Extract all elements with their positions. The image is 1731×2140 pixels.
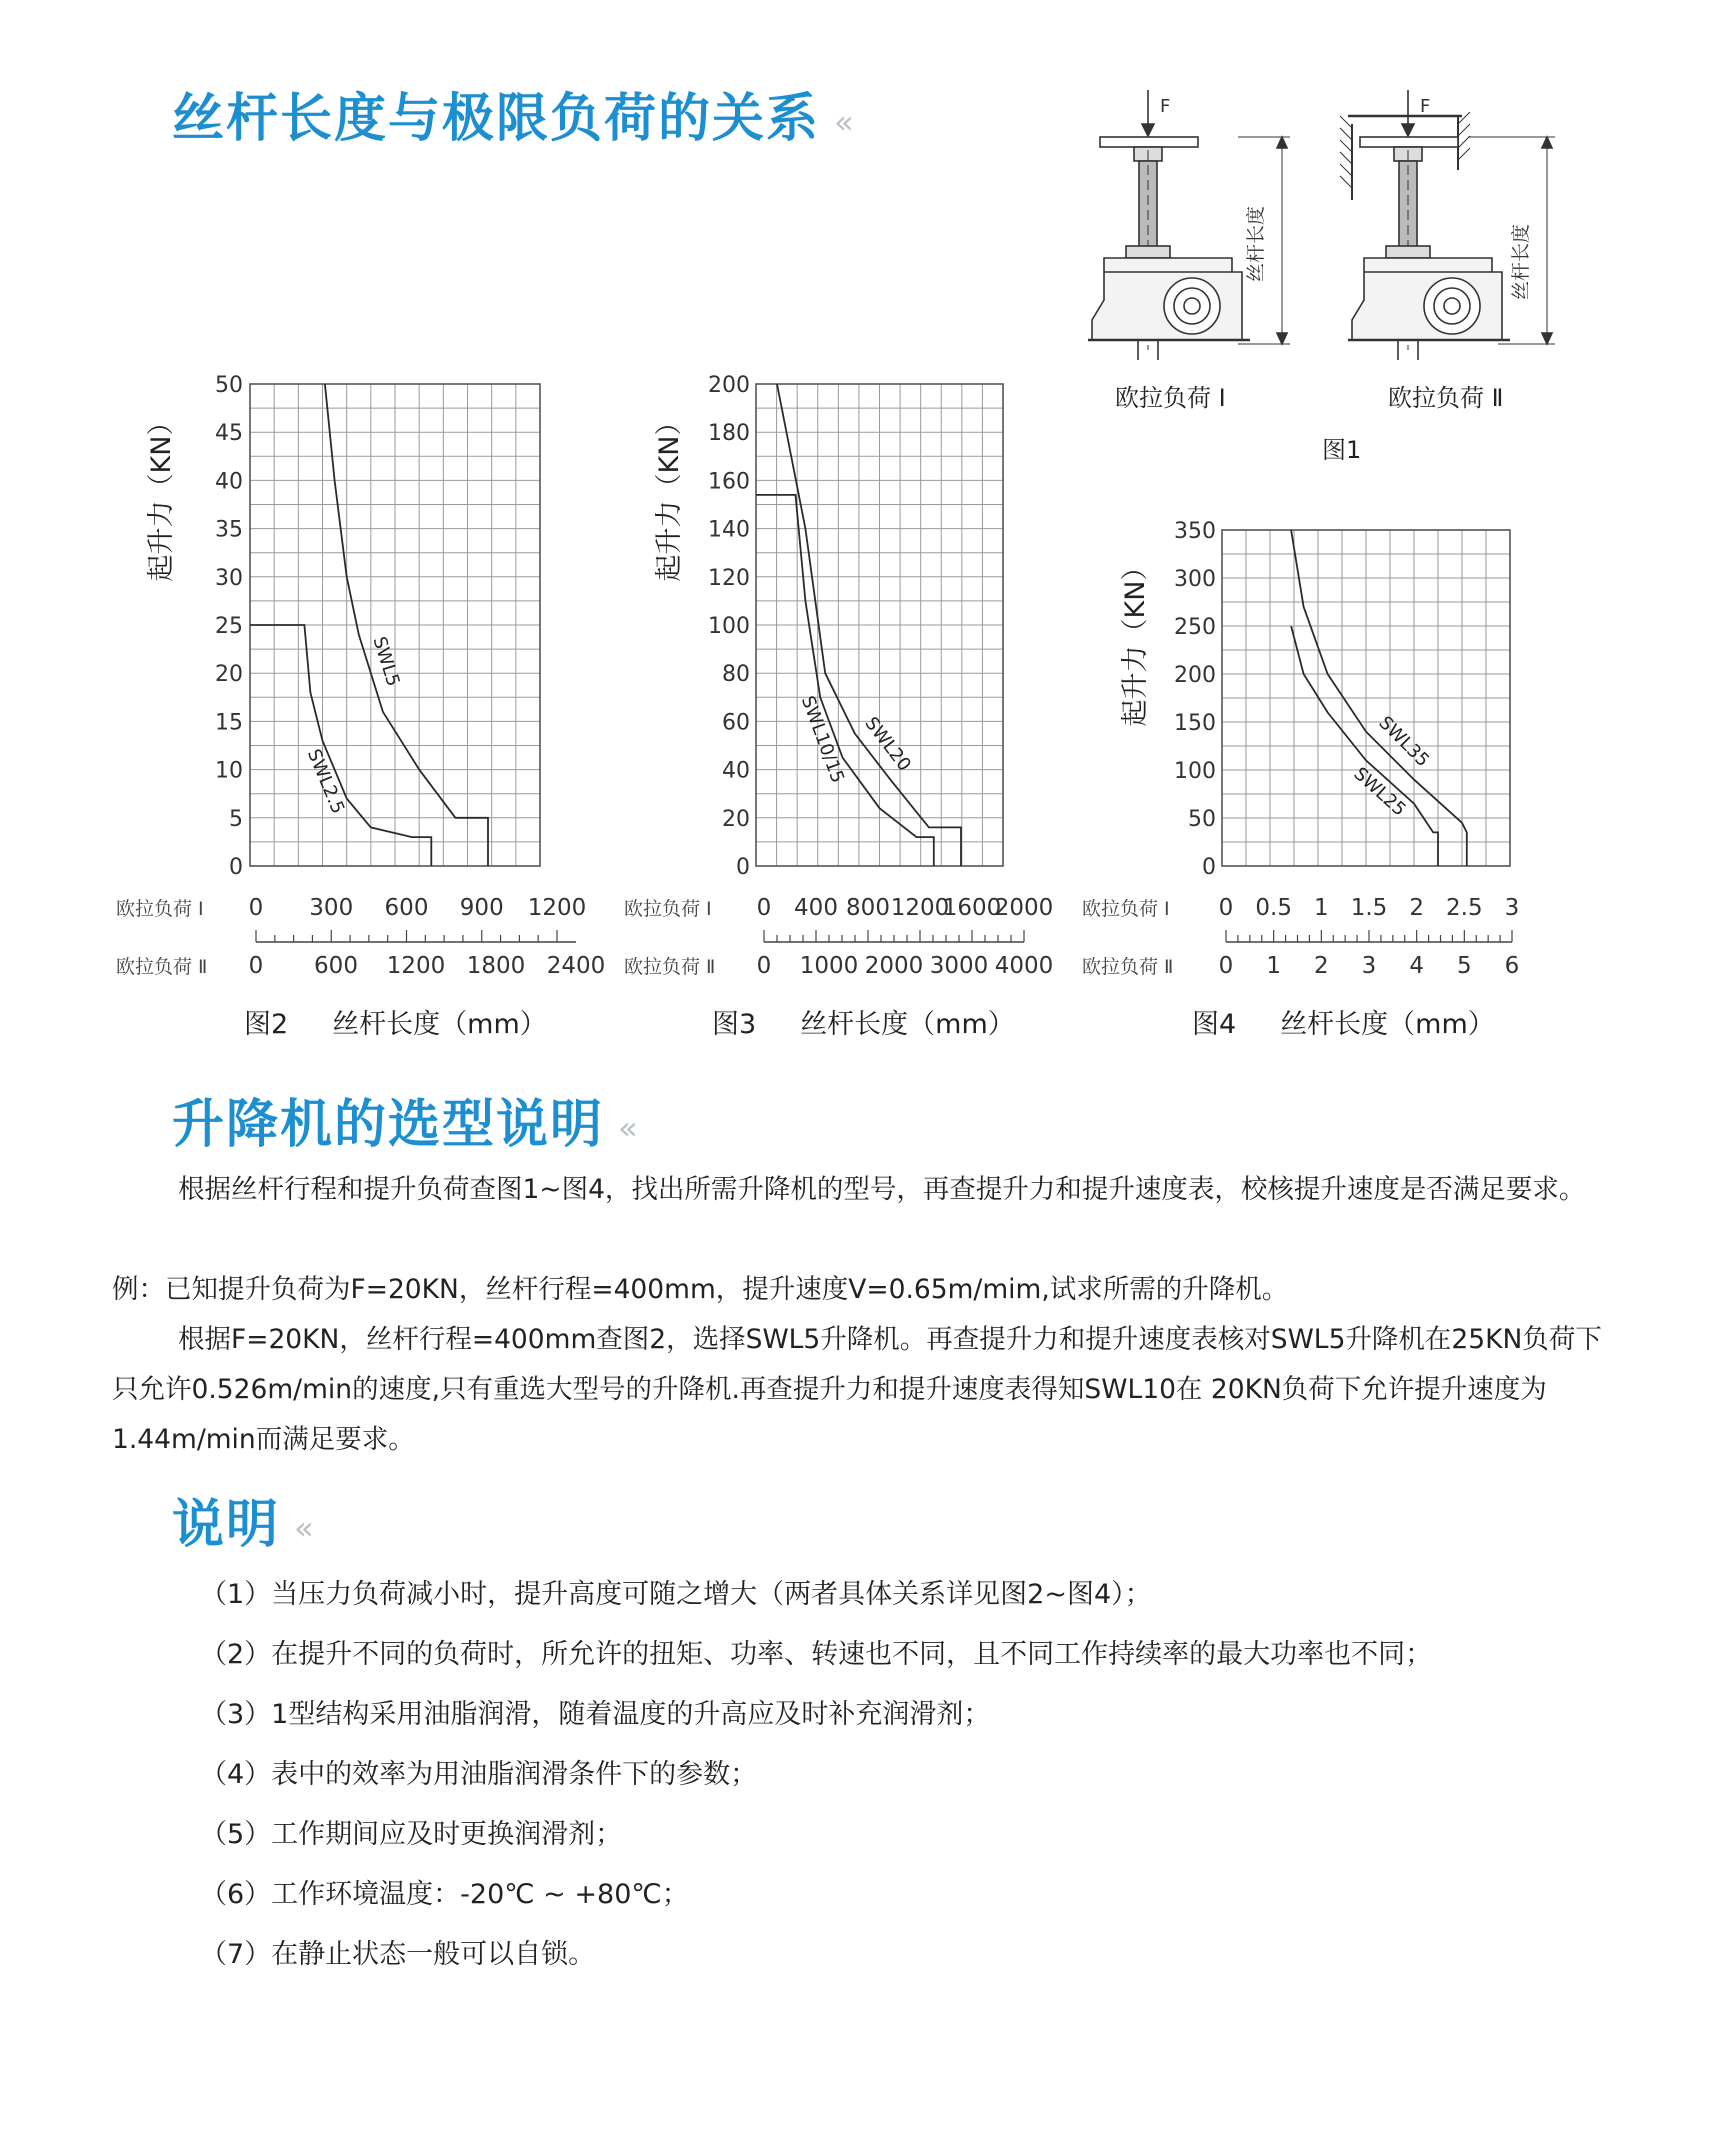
x-tick-label: 1200: [890, 895, 950, 921]
x-tick-label: 4: [1409, 953, 1424, 979]
y-tick-label: 250: [1174, 615, 1216, 640]
y-tick-label: 80: [722, 662, 750, 688]
y-tick-label: 40: [722, 758, 750, 784]
caption-fig1: 图1: [1322, 436, 1362, 464]
fig3-number: 图3: [712, 1009, 757, 1040]
series-label: SWL5: [368, 634, 404, 689]
y-tick-label: 100: [1174, 759, 1216, 784]
x-tick-label: 5: [1457, 953, 1472, 979]
fig4-xlabel: 丝杆长度（mm）: [1280, 1009, 1495, 1040]
note-item: （1）当压力负荷减小时，提升高度可随之增大（两者具体关系详见图2~图4）；: [200, 1579, 1152, 1610]
x-tick-label: 1200: [386, 953, 446, 979]
series-label: SWL35: [1374, 712, 1434, 772]
y-tick-label: 30: [215, 565, 243, 591]
series-label: SWL25: [1349, 763, 1410, 821]
x-tick-label: 800: [846, 895, 890, 921]
x-row-label-euler-1: 欧拉负荷 Ⅰ: [624, 898, 712, 920]
y-tick-label: 40: [215, 469, 243, 495]
caption-fig4: [1192, 1002, 1495, 1041]
x-tick-label: 0: [756, 895, 772, 921]
x-tick-label: 4000: [994, 953, 1054, 979]
x-tick-label: 400: [794, 895, 838, 921]
note-item: （3）1型结构采用油脂润滑，随着温度的升高应及时补充润滑剂；: [200, 1699, 991, 1730]
section-title-selection: [172, 1082, 640, 1157]
note-item: （7）在静止状态一般可以自锁。: [200, 1939, 596, 1970]
note-item: （5）工作期间应及时更换润滑剂；: [200, 1819, 623, 1850]
x-row-label-euler-2: 欧拉负荷 Ⅱ: [1082, 956, 1174, 978]
x-tick-label: 0: [1218, 953, 1234, 979]
y-tick-label: 15: [215, 710, 243, 736]
y-tick-label: 100: [708, 614, 750, 639]
y-tick-label: 35: [215, 517, 243, 543]
x-tick-label: 300: [309, 895, 354, 921]
y-axis-label: 起升力（KN）: [1120, 553, 1151, 727]
y-tick-label: 5: [229, 806, 243, 832]
x-tick-label: 2000: [864, 953, 924, 979]
x-tick-label: 2: [1409, 895, 1424, 921]
x-tick-label: 0: [248, 895, 264, 921]
series-label: SWL10/15: [796, 693, 849, 786]
x-row-label-euler-2: 欧拉负荷 Ⅱ: [116, 956, 208, 978]
x-tick-label: 6: [1504, 953, 1520, 979]
y-tick-label: 60: [722, 710, 750, 736]
x-tick-label: 0: [756, 953, 772, 979]
x-tick-label: 2.5: [1446, 895, 1483, 921]
force-label-right: F: [1420, 96, 1431, 117]
y-tick-label: 150: [1174, 711, 1216, 736]
x-tick-label: 2400: [546, 953, 606, 979]
fig2-number: 图2: [244, 1009, 289, 1040]
fig4-number: 图4: [1192, 1009, 1237, 1040]
y-tick-label: 50: [1188, 807, 1216, 832]
y-tick-label: 0: [1202, 855, 1216, 880]
y-tick-label: 45: [215, 421, 243, 447]
x-tick-label: 600: [384, 895, 429, 921]
length-label-right: 丝杆长度: [1510, 223, 1532, 300]
force-label-left: F: [1160, 96, 1171, 117]
caption-euler-1: 欧拉负荷 Ⅰ: [1115, 384, 1226, 412]
fig2-xlabel: 丝杆长度（mm）: [332, 1009, 547, 1040]
notes-list: [200, 1565, 1432, 1985]
y-tick-label: 350: [1174, 519, 1216, 544]
x-tick-label: 1: [1266, 953, 1281, 979]
x-tick-label: 0.5: [1255, 895, 1292, 921]
chevron-icon: «: [834, 103, 856, 141]
x-row-label-euler-2: 欧拉负荷 Ⅱ: [624, 956, 716, 978]
y-tick-label: 10: [215, 758, 243, 784]
y-axis-label: 起升力（KN）: [654, 408, 685, 582]
x-row-label-euler-1: 欧拉负荷 Ⅰ: [116, 898, 204, 920]
x-tick-label: 3: [1504, 895, 1520, 921]
x-tick-label: 2000: [994, 895, 1054, 921]
x-tick-label: 1000: [799, 953, 859, 979]
chevron-icon: «: [618, 1109, 640, 1147]
y-tick-label: 180: [708, 421, 750, 447]
caption-euler-2: 欧拉负荷 Ⅱ: [1388, 384, 1504, 412]
x-tick-label: 3: [1361, 953, 1377, 979]
y-tick-label: 20: [722, 806, 750, 832]
y-tick-label: 140: [708, 517, 750, 543]
note-item: （4）表中的效率为用油脂润滑条件下的参数；: [200, 1759, 758, 1790]
note-item: （2）在提升不同的负荷时，所允许的扭矩、功率、转速也不同，且不同工作持续率的最大功率也不同；: [200, 1639, 1433, 1670]
y-tick-label: 300: [1174, 567, 1216, 592]
x-tick-label: 1200: [527, 895, 587, 921]
y-tick-label: 0: [229, 855, 243, 880]
x-tick-label: 0: [1218, 895, 1234, 921]
y-tick-label: 20: [215, 662, 243, 688]
selection-paragraph-1: 根据丝杆行程和提升负荷查图1~图4，找出所需升降机的型号，再查提升力和提升速度表，校核提升速度是否满足要求。: [178, 1174, 1586, 1205]
selection-paragraph-2: 根据F=20KN，丝杆行程=400mm查图2，选择SWL5升降机。再查提升力和提升速度表核对SWL5升降机在25KN负荷下只允许0.526m/min的速度,只有重选大型号的升降机.再查提升力和提升速度表得知SWL10在 20KN负荷下允许提升速度为1.44m/min而满足要求。: [112, 1324, 1602, 1455]
x-tick-label: 0: [248, 953, 264, 979]
chevron-icon: «: [294, 1509, 316, 1547]
x-tick-label: 1: [1314, 895, 1329, 921]
section-title-text: 丝杆长度与极限负荷的关系: [172, 89, 821, 149]
x-tick-label: 1.5: [1350, 895, 1388, 921]
y-tick-label: 25: [215, 614, 243, 639]
y-tick-label: 0: [736, 855, 750, 880]
y-tick-label: 50: [215, 373, 243, 398]
x-tick-label: 1800: [466, 953, 526, 979]
y-tick-label: 200: [708, 373, 750, 398]
x-row-label-euler-1: 欧拉负荷 Ⅰ: [1082, 898, 1170, 920]
y-tick-label: 160: [708, 469, 750, 495]
y-tick-label: 200: [1174, 663, 1216, 688]
y-tick-label: 120: [708, 565, 750, 591]
fig3-xlabel: 丝杆长度（mm）: [800, 1009, 1015, 1040]
x-tick-label: 1600: [942, 895, 1002, 921]
x-tick-label: 900: [459, 895, 504, 921]
series-label: SWL20: [860, 713, 915, 776]
length-label-left: 丝杆长度: [1245, 205, 1267, 282]
note-item: （6）工作环境温度：-20℃ ~ +80℃；: [200, 1879, 689, 1910]
selection-example: 例：已知提升负荷为F=20KN，丝杆行程=400mm，提升速度V=0.65m/mim,试求所需的升降机。: [112, 1274, 1289, 1305]
section-title-notes: [172, 1482, 316, 1557]
series-label: SWL2.5: [302, 746, 349, 817]
section-title-text: 说明: [172, 1495, 281, 1555]
y-axis-label: 起升力（KN）: [146, 408, 177, 582]
x-tick-label: 3000: [929, 953, 989, 979]
section-title-text: 升降机的选型说明: [172, 1095, 605, 1155]
x-tick-label: 2: [1314, 953, 1329, 979]
x-tick-label: 600: [314, 953, 358, 979]
